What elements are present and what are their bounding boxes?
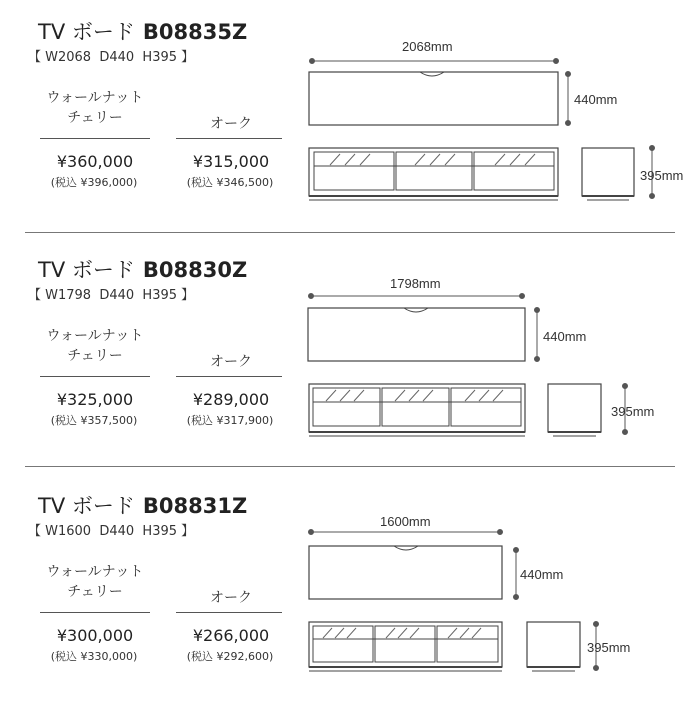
- tv-board-diagram: [0, 246, 700, 480]
- product-section-b08835z: [0, 8, 700, 242]
- walnut-cherry-heading: ウォールナット チェリー: [46, 564, 144, 600]
- front-view-outline: [309, 148, 558, 200]
- model-number: B08830Z: [142, 258, 248, 282]
- product-section-b08831z: [0, 482, 700, 716]
- oak-tax-price: (税込 ¥292,600): [186, 650, 274, 663]
- tv-board-diagram: [0, 482, 700, 700]
- oak-price: ¥289,000: [192, 390, 270, 409]
- glass-hatching: [323, 628, 481, 638]
- depth-label: 440mm: [543, 329, 587, 344]
- product-section-b08830z: [0, 246, 700, 480]
- dimension-spec: 【 W1798 D440 H395 】: [28, 288, 195, 303]
- top-view-outline: [309, 72, 558, 125]
- oak-price: ¥315,000: [192, 152, 270, 171]
- depth-dimension-marker: [514, 548, 519, 600]
- section-divider: [25, 466, 675, 467]
- section-divider: [25, 232, 675, 233]
- side-view-outline: [548, 384, 601, 436]
- model-number: B08835Z: [142, 20, 248, 44]
- side-view-outline: [582, 148, 634, 200]
- depth-dimension-marker: [535, 308, 540, 362]
- depth-label: 440mm: [520, 567, 564, 582]
- walnut-cherry-tax-price: (税込 ¥330,000): [50, 650, 138, 663]
- width-dimension-marker: [309, 530, 503, 535]
- walnut-cherry-price: ¥300,000: [56, 626, 134, 645]
- width-dimension-marker: [309, 294, 525, 299]
- dimension-spec: 【 W2068 D440 H395 】: [28, 50, 195, 65]
- height-label: 395mm: [611, 404, 655, 419]
- walnut-cherry-tax-price: (税込 ¥357,500): [50, 414, 138, 427]
- oak-price: ¥266,000: [192, 626, 270, 645]
- product-type-label: TV ボード: [38, 258, 135, 282]
- oak-tax-price: (税込 ¥317,900): [186, 414, 274, 427]
- walnut-cherry-heading: ウォールナット チェリー: [46, 328, 144, 364]
- dimension-spec: 【 W1600 D440 H395 】: [28, 524, 195, 539]
- oak-tax-price: (税込 ¥346,500): [186, 176, 274, 189]
- width-label: 2068mm: [402, 39, 453, 54]
- walnut-cherry-heading: ウォールナット チェリー: [46, 90, 144, 126]
- depth-label: 440mm: [574, 92, 618, 107]
- width-dimension-marker: [310, 59, 559, 64]
- depth-dimension-marker: [566, 72, 571, 126]
- walnut-cherry-price: ¥325,000: [56, 390, 134, 409]
- product-type-label: TV ボード: [38, 494, 135, 518]
- glass-hatching: [326, 390, 503, 401]
- model-number: B08831Z: [142, 494, 248, 518]
- width-label: 1600mm: [380, 514, 431, 529]
- top-view-outline: [308, 308, 525, 361]
- walnut-cherry-price: ¥360,000: [56, 152, 134, 171]
- glass-hatching: [330, 154, 535, 165]
- oak-heading: オーク: [210, 116, 252, 132]
- tv-board-diagram: [0, 8, 700, 242]
- walnut-cherry-tax-price: (税込 ¥396,000): [50, 176, 138, 189]
- product-type-label: TV ボード: [38, 20, 135, 44]
- top-view-outline: [309, 546, 502, 599]
- height-label: 395mm: [640, 168, 684, 183]
- width-label: 1798mm: [390, 276, 441, 291]
- side-view-outline: [527, 622, 580, 671]
- oak-heading: オーク: [210, 590, 252, 606]
- height-label: 395mm: [587, 640, 631, 655]
- oak-heading: オーク: [210, 354, 252, 370]
